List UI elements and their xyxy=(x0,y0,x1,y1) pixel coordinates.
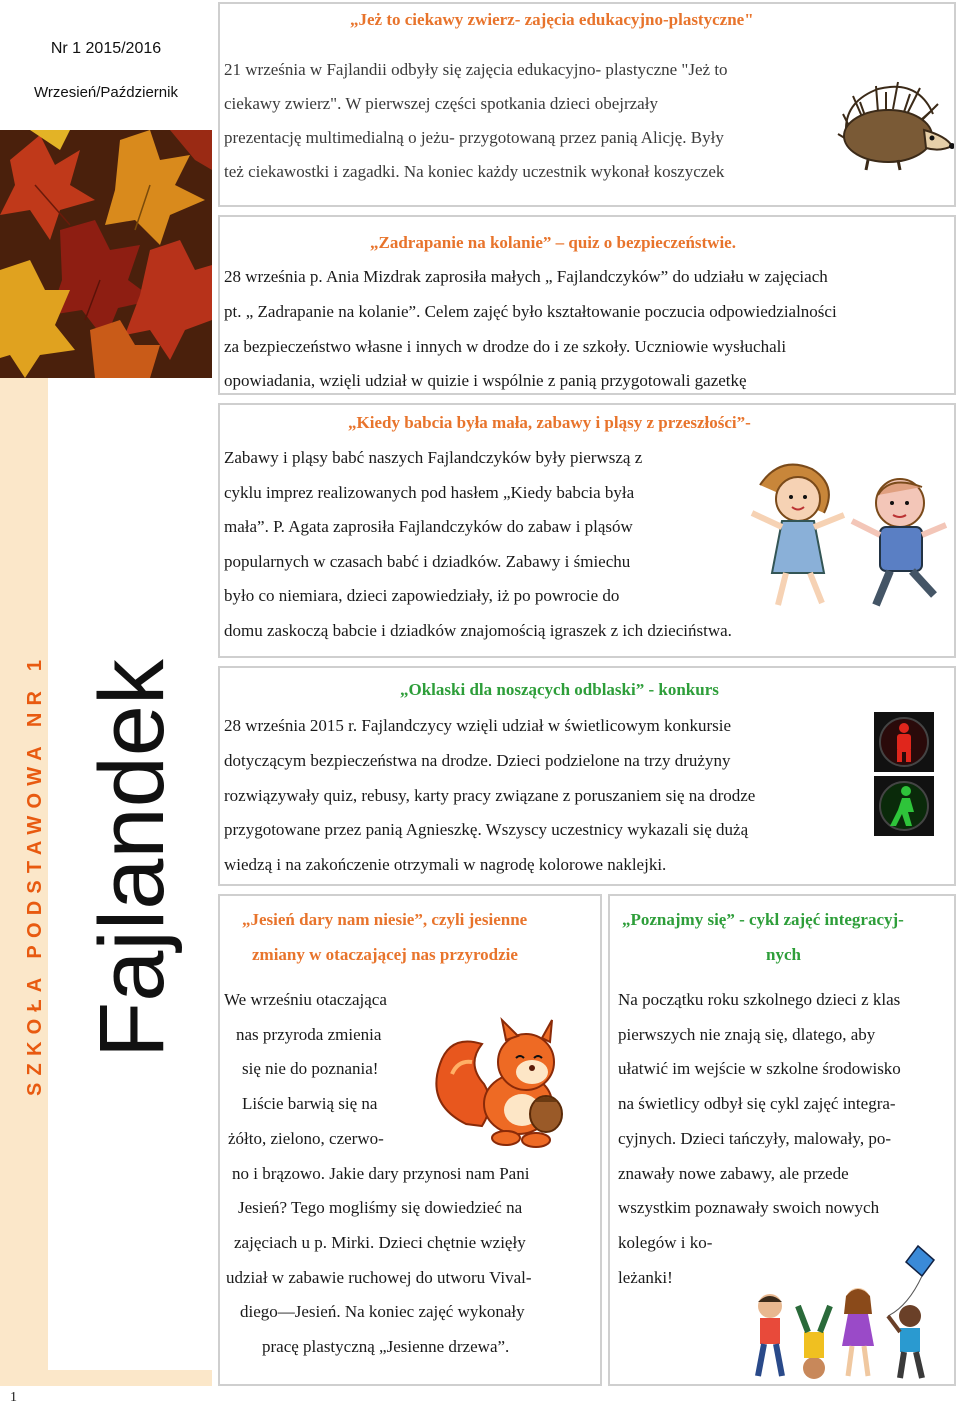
autumn-leaves-image xyxy=(0,130,212,378)
article-integration xyxy=(608,894,956,1386)
article-line: udział w zabawie ruchowej do utworu Vival- xyxy=(226,1268,532,1287)
article-line: kolegów i ko- xyxy=(618,1233,713,1252)
article-title: „Poznajmy się” - cykl zajęć integracyj- xyxy=(622,910,904,929)
article-line: się nie do poznania! xyxy=(242,1059,379,1078)
article-line: Jesień? Tego mogliśmy się dowiedzieć na xyxy=(238,1198,523,1217)
article-line: opowiadania, wzięli udział w quizie i wspólnie z panią przygotowali gazetkę xyxy=(224,371,747,390)
article-line: We wrześniu otaczająca xyxy=(224,990,387,1009)
article-autumn xyxy=(218,894,602,1386)
article-line: leżanki! xyxy=(618,1268,673,1287)
children-image xyxy=(740,455,954,615)
article-line: żółto, zielono, czerwo- xyxy=(228,1129,384,1148)
article-title: „Jeż to ciekawy zwierz- zajęcia edukacyjno-plastyczne" xyxy=(350,10,754,29)
article-line: mała”. P. Agata zaprosiła Fajlandczyków do zabaw i pląsów xyxy=(224,517,633,536)
article-line: prezentację multimedialną o jeżu- przygotowaną przez panią Alicję. Były xyxy=(224,128,724,147)
article-line: cyjnych. Dzieci tańczyły, malowały, po- xyxy=(618,1129,891,1148)
issue-number: Nr 1 2015/2016 xyxy=(50,40,162,57)
article-line: domu zaskoczą babcie i dziadków znajomością igraszek z ich dzieciństwa. xyxy=(224,621,732,640)
article-title: nych xyxy=(766,945,801,964)
article-line: przygotowane przez panią Agnieszkę. Wszyscy uczestnicy wykazali się dużą xyxy=(224,820,749,839)
kids-playing-image xyxy=(718,1236,954,1384)
article-line: no i brązowo. Jakie dary przynosi nam Pani xyxy=(232,1164,530,1183)
newsletter-title: Fajlandek xyxy=(81,659,183,1058)
article-line: było co niemiara, dzieci zapowiedziały, iż po powrocie do xyxy=(224,586,620,605)
article-line: pracę plastyczną „Jesienne drzewa”. xyxy=(262,1337,510,1356)
article-hedgehog xyxy=(218,2,956,207)
article-line: pierwszych nie znają się, dlatego, aby xyxy=(618,1025,876,1044)
article-line: Liście barwią się na xyxy=(242,1094,378,1113)
article-title: zmiany w otaczającej nas przyrodzie xyxy=(252,945,518,964)
article-line: znawały nowe zabawy, ale przede xyxy=(618,1164,849,1183)
article-line: ciekawy zwierz". W pierwszej części spotkania dzieci obejrzały xyxy=(224,94,658,113)
traffic-light-red-icon xyxy=(874,712,934,772)
hedgehog-image xyxy=(828,74,954,174)
sidebar-footer-band xyxy=(0,1370,212,1386)
article-line: wszystkim poznawały swoich nowych xyxy=(618,1198,880,1217)
article-line: 21 września w Fajlandii odbyły się zajęcia edukacyjno- plastyczne "Jeż to xyxy=(224,60,728,79)
article-line: diego—Jesień. Na koniec zajęć wykonały xyxy=(240,1302,525,1321)
article-line: pt. „ Zadrapanie na kolanie”. Celem zajęć było kształtowanie poczucia odpowiedzialności xyxy=(224,302,837,321)
page-number: 1 xyxy=(10,1390,17,1405)
squirrel-image xyxy=(426,1014,586,1154)
article-line: Zabawy i pląsy babć naszych Fajlandczyków były pierwszą z xyxy=(224,448,643,467)
article-grandma xyxy=(218,403,956,658)
article-line: nas przyroda zmienia xyxy=(236,1025,382,1044)
article-line: też ciekawostki i zagadki. Na koniec każdy uczestnik wykonał koszyczek xyxy=(224,162,725,181)
article-reflective xyxy=(218,666,956,886)
article-line: 28 września p. Ania Mizdrak zaprosiła małych „ Fajlandczyków” do udziału w zajęciach xyxy=(224,267,828,286)
article-title: „Jesień dary nam niesie”, czyli jesienne xyxy=(242,910,528,929)
article-line: na świetlicy odbył się cykl zajęć integra- xyxy=(618,1094,896,1113)
article-line: za bezpieczeństwo własne i innych w drodze do i ze szkoły. Uczniowie wysłuchali xyxy=(224,337,787,356)
article-line: zajęciach u p. Mirki. Dzieci chętnie wzięły xyxy=(234,1233,526,1252)
masthead xyxy=(0,0,212,130)
article-line: ułatwić im wejście w szkolne środowisko xyxy=(618,1059,901,1078)
article-line: rozwiązywały quiz, rebusy, karty pracy związane z poruszaniem się na drodze xyxy=(224,786,756,805)
issue-months: Wrzesień/Październik xyxy=(34,84,178,101)
article-title: „Kiedy babcia była mała, zabawy i pląsy z przeszłości”- xyxy=(348,413,751,432)
school-name: SZKOŁA PODSTAWOWA NR 1 xyxy=(24,652,46,1096)
article-line: cyklu imprez realizowanych pod hasłem „Kiedy babcia była xyxy=(224,483,635,502)
article-line: Na początku roku szkolnego dzieci z klas xyxy=(618,990,901,1009)
article-title: „Zadrapanie na kolanie” – quiz o bezpieczeństwie. xyxy=(370,233,736,252)
article-title: „Oklaski dla noszących odblaski” - konkurs xyxy=(400,680,719,699)
article-line: popularnych w czasach babć i dziadków. Zabawy i śmiechu xyxy=(224,552,631,571)
traffic-light-green-icon xyxy=(874,776,934,836)
article-line: wiedzą i na zakończenie otrzymali w nagrodę kolorowe naklejki. xyxy=(224,855,667,874)
article-line: dotyczącym bezpieczeństwa na drodze. Dzieci podzielone na trzy drużyny xyxy=(224,751,731,770)
article-knee xyxy=(218,215,956,395)
article-line: 28 września 2015 r. Fajlandczycy wzięli udział w świetlicowym konkursie xyxy=(224,716,732,735)
